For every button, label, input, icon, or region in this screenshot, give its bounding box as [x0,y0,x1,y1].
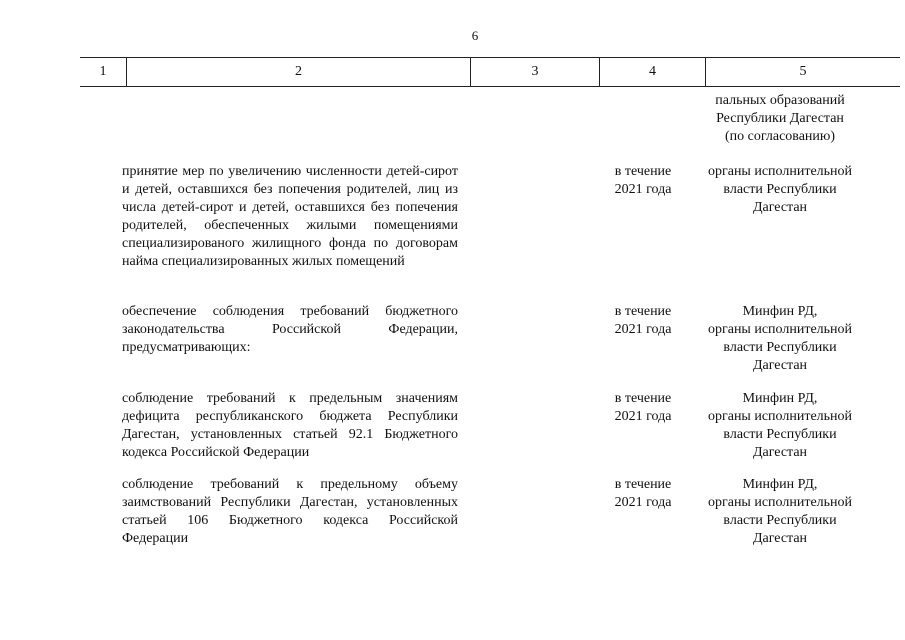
executor-line: Республики Дагестан [716,111,844,126]
executor-line: власти Республики [723,182,837,197]
header-col-5: 5 [705,58,900,86]
executor-cell [690,476,870,548]
term-line: 2021 года [614,495,672,510]
executor-line: Дагестан [752,358,808,373]
task-text: обеспечение соблюдения требований бюджетного законодательства Российской Федерации, предусматривающих: [122,304,458,355]
header-col-2: 2 [126,58,470,86]
executor-cell [690,163,870,217]
executor-line: Минфин РД, [742,391,818,406]
executor-line: органы исполнительной [707,495,853,510]
term-cell [603,163,683,199]
term-cell [603,303,683,339]
executor-line: органы исполнительной [707,164,853,179]
header-col-1: 1 [99,64,107,79]
term-line: 2021 года [614,409,672,424]
term-cell [603,390,683,426]
executor-line: пальных образований [715,93,845,108]
executor-line: власти Республики [723,427,837,442]
term-line: 2021 года [614,322,672,337]
executor-cell [690,390,870,462]
executor-line: органы исполнительной [707,409,853,424]
executor-line: органы исполнительной [707,322,853,337]
table-header [80,57,900,87]
executor-line: (по согласованию) [724,129,836,144]
term-cell [603,476,683,512]
executor-line: Минфин РД, [742,477,818,492]
term-line: в течение [614,164,672,179]
page-number: 6 [471,28,479,43]
task-text: соблюдение требований к предельным значениям дефицита республиканского бюджета Республики Дагестан, установленных статьей 92.1 Бюджетного кодекса Российской Федерации [122,391,458,460]
task-text: соблюдение требований к предельному объему заимствований Республики Дагестан, установленных статьей 106 Бюджетного кодекса Российской Федерации [122,477,458,546]
executor-line: власти Республики [723,513,837,528]
header-col-3: 3 [470,58,599,86]
executor-cell [690,303,870,375]
executor-line: Дагестан [752,445,808,460]
continuation-executor [690,92,870,146]
executor-line: Дагестан [752,531,808,546]
executor-line: Дагестан [752,200,808,215]
executor-line: Минфин РД, [742,304,818,319]
term-line: в течение [614,477,672,492]
term-line: 2021 года [614,182,672,197]
header-col-4: 4 [599,58,705,86]
term-line: в течение [614,391,672,406]
task-text: принятие мер по увеличению численности детей-сирот и детей, оставшихся без попечения родителей, лиц из числа детей-сирот и детей, оставшихся без попечения родителей, обеспеченных жилыми помещениями специализированого жилищного фонда по договорам найма специализированных жилых помещений [122,164,458,269]
term-line: в течение [614,304,672,319]
executor-line: власти Республики [723,340,837,355]
